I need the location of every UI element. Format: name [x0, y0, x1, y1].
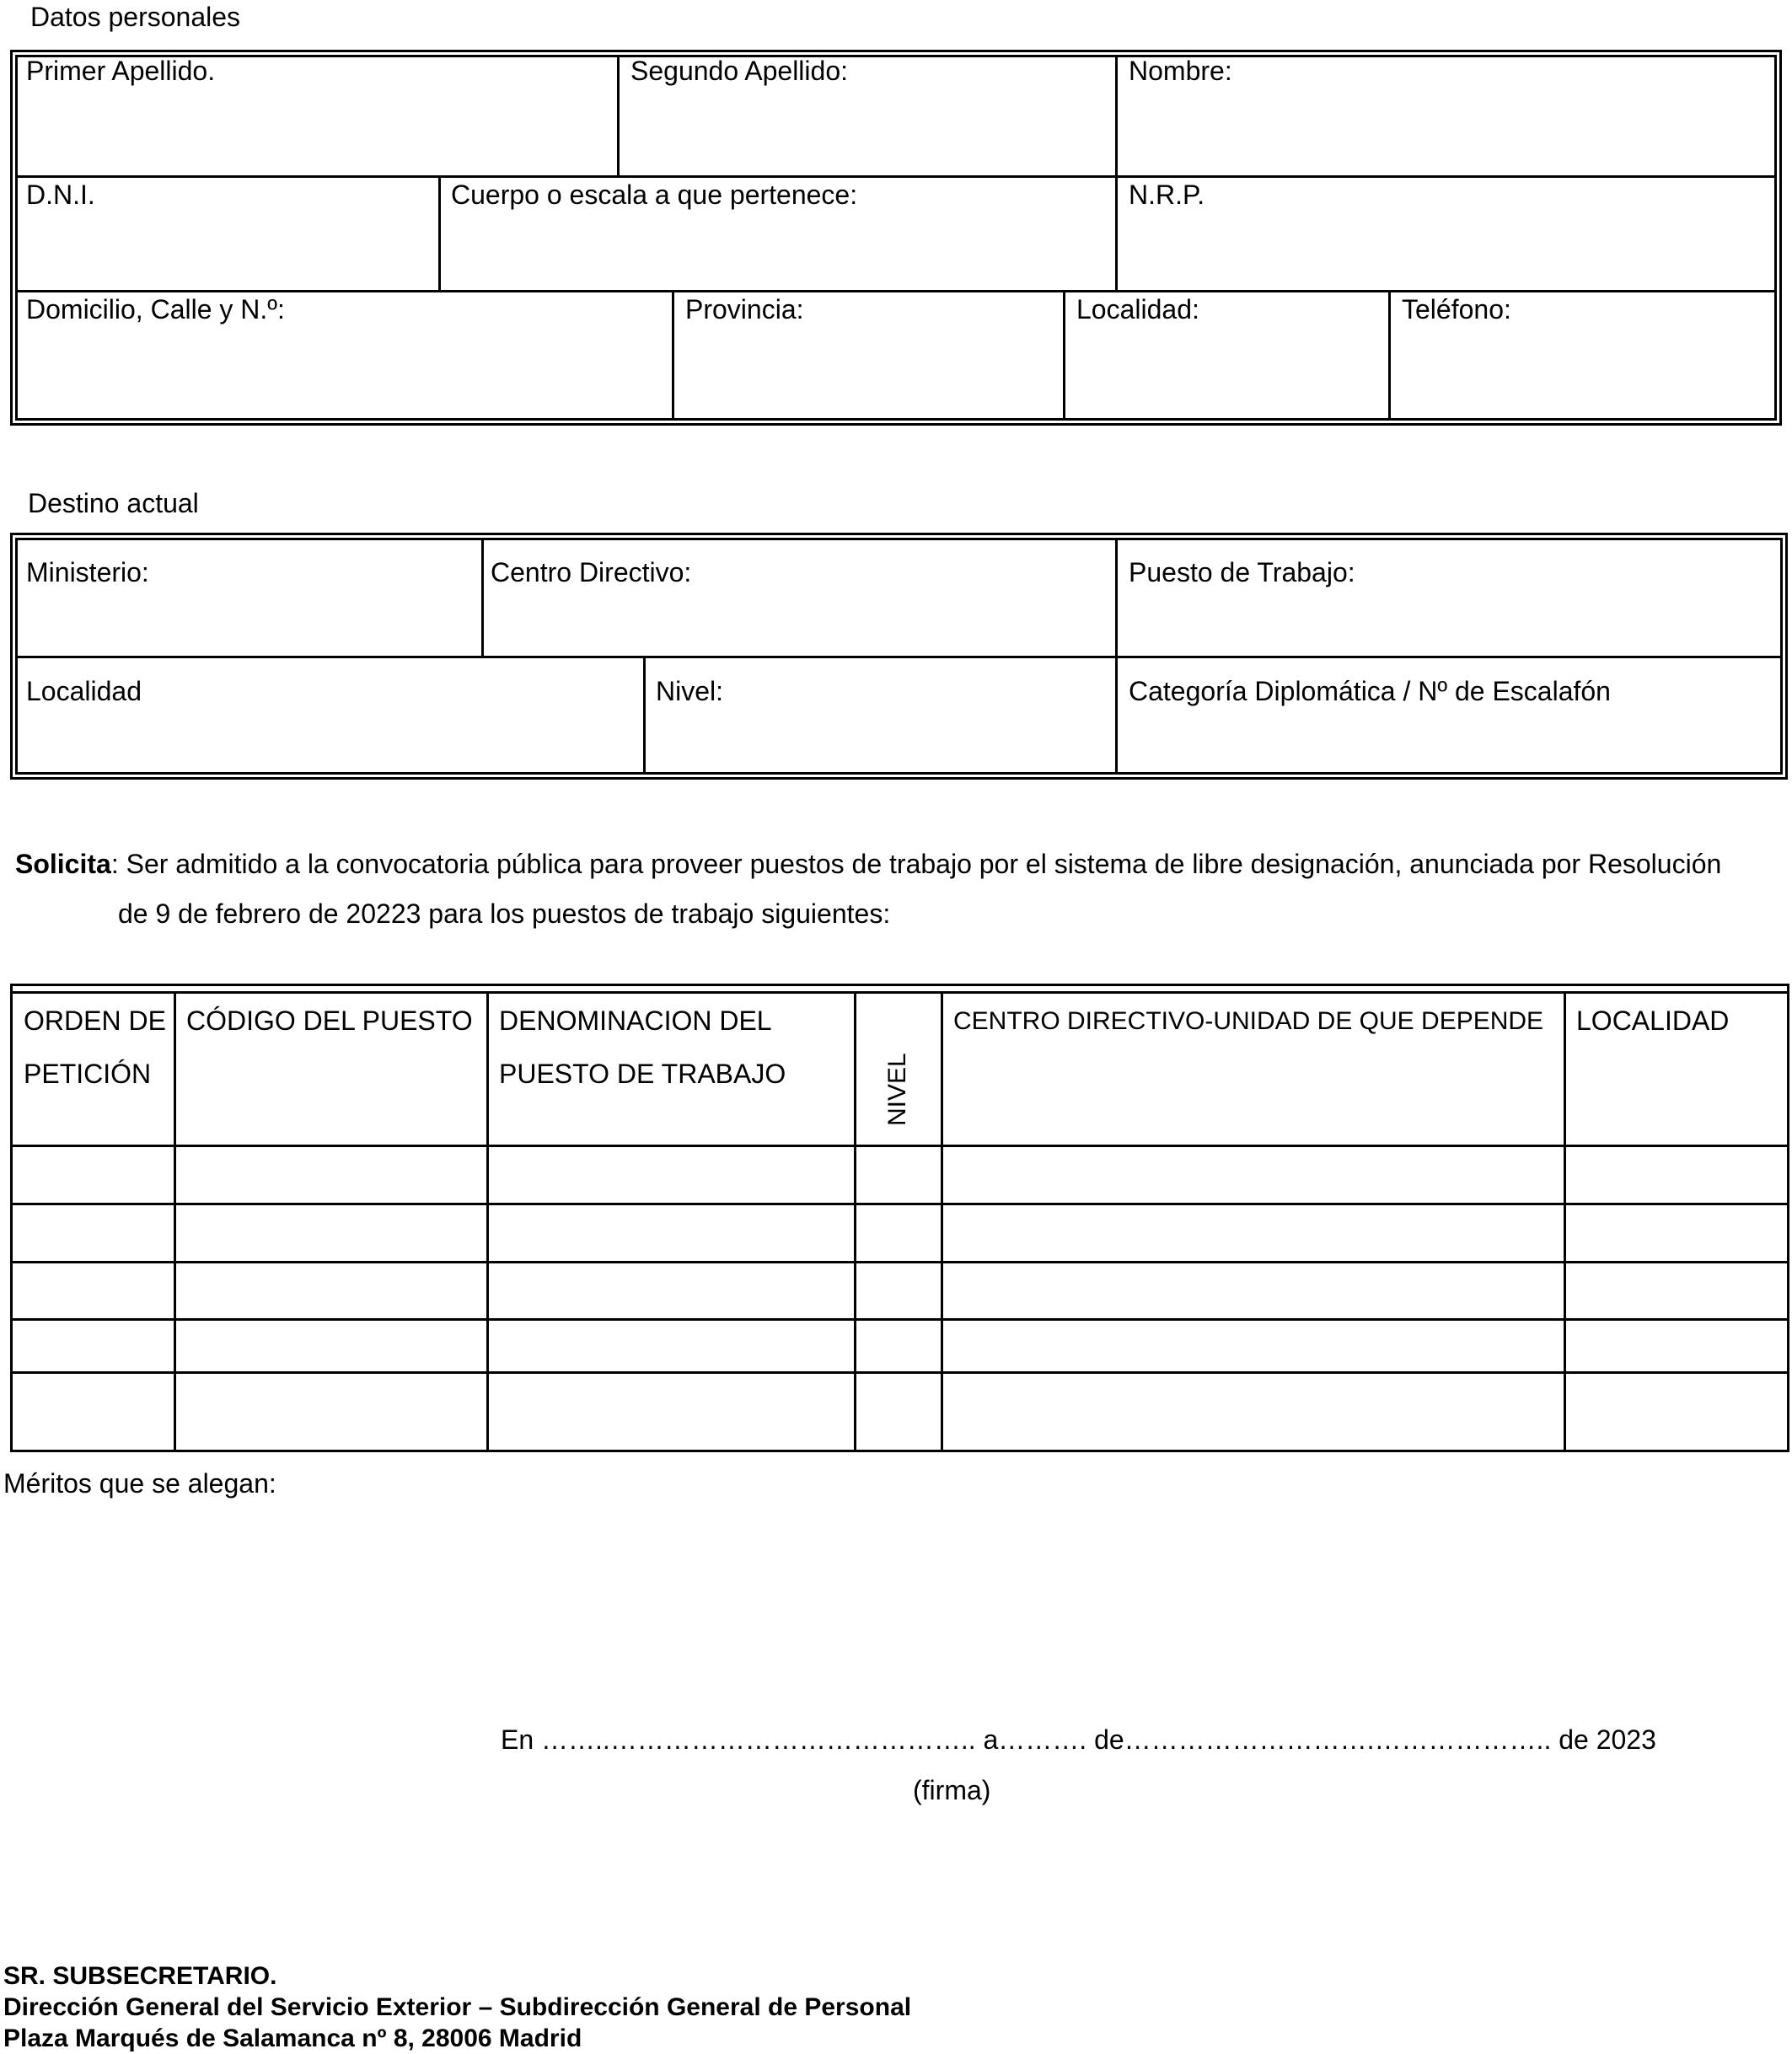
table-row[interactable]	[13, 1205, 1787, 1261]
header-centro: CENTRO DIRECTIVO-UNIDAD DE QUE DEPENDE	[953, 1007, 1544, 1035]
divider	[1388, 290, 1391, 421]
solicita-text-1: : Ser admitido a la convocatoria pública para proveer puestos de trabajo por el sistema de libre designación, anunciada por Resolución	[110, 849, 1722, 879]
divider	[15, 656, 1783, 658]
divider	[438, 175, 441, 290]
footer-address: Plaza Marqués de Salamanca nº 8, 28006 Madrid	[3, 2025, 582, 2052]
divider	[672, 290, 674, 421]
divider	[10, 991, 1789, 994]
field-nivel[interactable]: Nivel:	[656, 676, 724, 706]
field-ministerio[interactable]: Ministerio:	[26, 557, 149, 587]
field-puesto-trabajo[interactable]: Puesto de Trabajo:	[1129, 557, 1355, 587]
section-title-personal: Datos personales	[30, 2, 241, 32]
table-row[interactable]	[13, 1263, 1787, 1318]
field-domicilio[interactable]: Domicilio, Calle y N.º:	[26, 294, 285, 324]
footer-recipient: SR. SUBSECRETARIO.	[3, 1962, 277, 1990]
field-primer-apellido[interactable]: Primer Apellido.	[26, 56, 216, 86]
firma-label: (firma)	[913, 1775, 991, 1805]
divider	[15, 290, 1777, 292]
divider	[1115, 175, 1118, 290]
table-row[interactable]	[13, 1321, 1787, 1371]
header-orden-2: PETICIÓN	[24, 1059, 152, 1089]
solicita-paragraph	[15, 850, 1721, 877]
header-nivel: NIVEL	[883, 1053, 911, 1126]
field-centro-directivo[interactable]: Centro Directivo:	[491, 557, 692, 587]
meritos-label: Méritos que se alegan:	[3, 1468, 276, 1499]
header-orden-1: ORDEN DE	[24, 1006, 166, 1036]
solicita-label: Solicita	[15, 849, 111, 879]
header-denominacion-2: PUESTO DE TRABAJO	[499, 1059, 786, 1089]
solicita-text-2: de 9 de febrero de 20223 para los puestos de trabajo siguientes:	[118, 898, 891, 929]
divider	[1063, 290, 1065, 421]
divider	[1115, 656, 1118, 775]
divider	[1115, 538, 1118, 656]
field-provincia[interactable]: Provincia:	[685, 294, 804, 324]
field-localidad[interactable]: Localidad:	[1076, 294, 1199, 324]
date-line: En ……..………………………………….. a………. de……………………….……………….. de 2023	[501, 1724, 1656, 1755]
table-row[interactable]	[13, 1374, 1787, 1450]
field-categoria[interactable]: Categoría Diplomática / Nº de Escalafón	[1129, 676, 1611, 706]
field-nrp[interactable]: N.R.P.	[1129, 180, 1205, 210]
divider	[1115, 55, 1118, 175]
divider	[617, 55, 620, 175]
field-localidad-destino[interactable]: Localidad	[26, 676, 142, 706]
field-segundo-apellido[interactable]: Segundo Apellido:	[630, 56, 848, 86]
divider	[15, 175, 1777, 178]
field-dni[interactable]: D.N.I.	[26, 180, 95, 210]
header-denominacion-1: DENOMINACION DEL	[499, 1006, 772, 1036]
table-row[interactable]	[13, 1147, 1787, 1203]
field-cuerpo[interactable]: Cuerpo o escala a que pertenece:	[451, 180, 858, 210]
section-title-destino: Destino actual	[28, 488, 199, 518]
divider	[643, 656, 646, 775]
personal-inner-border	[15, 55, 1777, 421]
meritos-area[interactable]	[3, 1509, 1782, 1711]
field-telefono[interactable]: Teléfono:	[1402, 294, 1511, 324]
divider	[481, 538, 484, 656]
header-localidad: LOCALIDAD	[1576, 1006, 1730, 1036]
footer-direccion: Dirección General del Servicio Exterior – Subdirección General de Personal	[3, 1993, 912, 2021]
header-codigo: CÓDIGO DEL PUESTO	[186, 1006, 473, 1036]
field-nombre[interactable]: Nombre:	[1129, 56, 1232, 86]
